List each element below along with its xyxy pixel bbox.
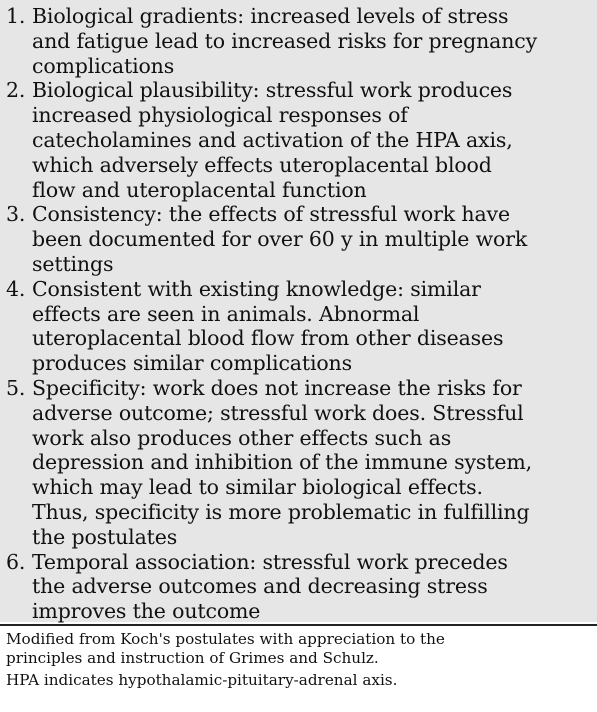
item-text: Consistent with existing knowledge: similar effects are seen in animals. Abnormal uteroplacental blood flow from other diseases produces similar complications — [32, 276, 504, 376]
item-text: Consistency: the effects of stressful work have been documented for over 60 y in multiple work settings — [32, 202, 528, 276]
footnote-source: Modified from Koch's postulates with appreciation to the principles and instruction of Grimes and Schulz. — [6, 630, 445, 667]
list-item — [6, 277, 589, 376]
list-item — [6, 550, 589, 624]
list-item — [6, 376, 589, 550]
item-number: 1. — [6, 4, 26, 28]
item-number: 4. — [6, 276, 26, 301]
item-text: Temporal association: stressful work precedes the adverse outcomes and decreasing stress improves the outcome — [32, 549, 508, 624]
item-number: 2. — [6, 78, 26, 103]
item-number: 3. — [6, 202, 26, 227]
item-number: 5. — [6, 375, 26, 400]
item-number: 6. — [6, 549, 26, 574]
list-item — [6, 202, 589, 276]
item-text: Biological plausibility: stressful work produces increased physiological responses of catecholamines and activation of the HPA axis, which adversely effects uteroplacental blood flow and uteroplacental function — [32, 78, 513, 202]
list-item — [6, 4, 589, 78]
list-item — [6, 78, 589, 202]
table-bottom-rule — [0, 624, 597, 626]
table-footnotes — [0, 630, 597, 694]
item-text: Specificity: work does not increase the risks for adverse outcome; stressful work does. Stressful work also produces other effects such as depression and inhibition of the immune system, which may lead to similar biological effects. Thus, specificity is more problematic in fulfilling the postulates — [32, 375, 533, 549]
item-text: Biological gradients: increased levels of stress and fatigue lead to increased risks for pregnancy complications — [32, 4, 538, 78]
footnote-abbreviation: HPA indicates hypothalamic-pituitary-adrenal axis. — [6, 671, 398, 689]
